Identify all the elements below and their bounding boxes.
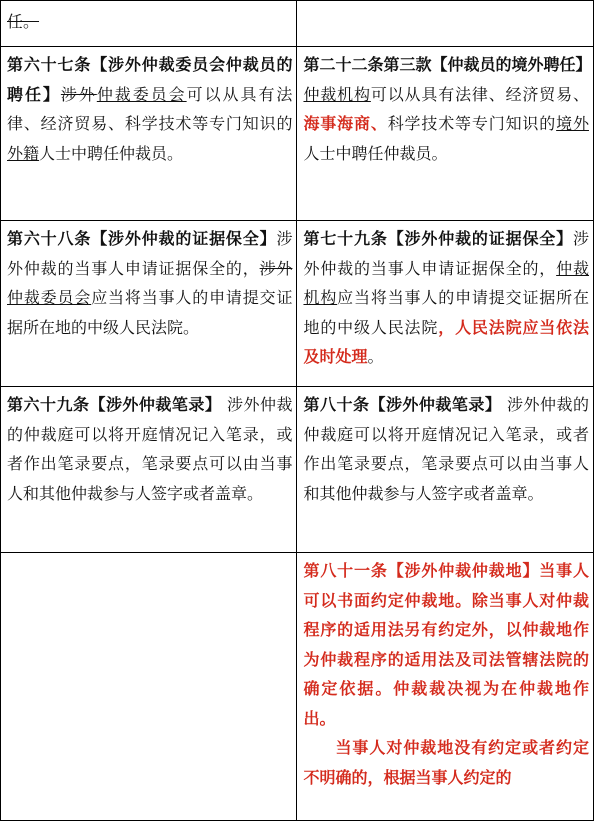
body-text: 涉外仲裁的仲裁庭可以将开庭情况记入笔录，或者作出笔录要点，笔录要点可以由当事人和其他仲裁参与人签字或者盖章。	[303, 395, 589, 503]
underlined-text: 仲裁委员会	[7, 288, 92, 307]
left-cell-article-69	[1, 387, 297, 553]
table-row	[1, 387, 594, 553]
underlined-text: 仲裁机构	[303, 258, 589, 307]
body-text: 人士中聘任仲裁员。	[303, 143, 448, 163]
article-heading: 第六十八条【涉外仲裁的证据保全】	[7, 229, 277, 248]
table-row	[1, 221, 594, 387]
table-row	[1, 1, 594, 47]
body-text: 涉外仲裁的当事人申请证据保全的，	[303, 229, 589, 278]
left-cell-empty	[1, 553, 297, 821]
article-heading: 第七十九条【涉外仲裁的证据保全】	[303, 229, 573, 248]
underlined-text: 仲裁委员会	[96, 84, 187, 104]
body-text: 科学技术等专门知识的	[387, 114, 557, 133]
underlined-text: 外籍	[7, 143, 40, 163]
left-cell-continuation	[1, 1, 297, 47]
body-text: 涉外仲裁的当事人申请证据保全的，	[7, 229, 293, 278]
body-text: 应当将当事人的申请提交证据所在地的中级人民法院。	[7, 288, 293, 337]
article-heading: 第六十七条【涉外仲裁委员会仲裁员的聘任】	[7, 55, 293, 104]
struck-text: 任。	[7, 12, 40, 31]
right-cell-article-79	[297, 221, 594, 387]
body-text: 。	[367, 347, 384, 366]
underlined-text: 境外	[556, 114, 589, 133]
underlined-text: 仲裁机构	[303, 84, 371, 104]
body-text: 可以从具有法律、经济贸易、	[370, 84, 589, 104]
body-text: 应当将当事人的申请提交证据所在地的中级人民法院	[303, 288, 589, 337]
right-cell-empty	[297, 1, 594, 47]
new-article-text: 当事人对仲裁地没有约定或者约定不明确的，根据当事人约定的	[303, 738, 589, 787]
right-cell-article-80	[297, 387, 594, 553]
new-article-text: 第八十一条【涉外仲裁仲裁地】当事人可以书面约定仲裁地。除当事人对仲裁程序的适用法另有约定外，以仲裁地作为仲裁程序的适用法及司法管辖法院的确定依据。仲裁裁决视为在仲裁地作出。	[303, 561, 589, 728]
article-heading: 第六十九条【涉外仲裁笔录】	[7, 395, 222, 414]
left-cell-article-67	[1, 47, 297, 221]
added-text-red: 海事海商、	[303, 114, 388, 133]
table-row	[1, 553, 594, 821]
body-text: 涉外仲裁的仲裁庭可以将开庭情况记入笔录，或者作出笔录要点，笔录要点可以由当事人和其他仲裁参与人签字或者盖章。	[7, 395, 293, 503]
right-cell-article-22	[297, 47, 594, 221]
added-text-red: ，人民法院应当依法及时处理	[303, 317, 589, 366]
article-heading: 第二十二条第三款【仲裁员的境外聘任】	[303, 55, 592, 74]
table-row	[1, 47, 594, 221]
left-cell-article-68	[1, 221, 297, 387]
body-text: 可以从具有法律、经济贸易、科学技术等专门知识的	[7, 84, 293, 133]
body-text: 人士中聘任仲裁员。	[39, 143, 184, 163]
struck-text: 涉外	[259, 258, 293, 278]
right-cell-article-81	[297, 553, 594, 821]
struck-text: 涉外	[60, 84, 97, 104]
article-heading: 第八十条【涉外仲裁笔录】	[303, 395, 502, 414]
